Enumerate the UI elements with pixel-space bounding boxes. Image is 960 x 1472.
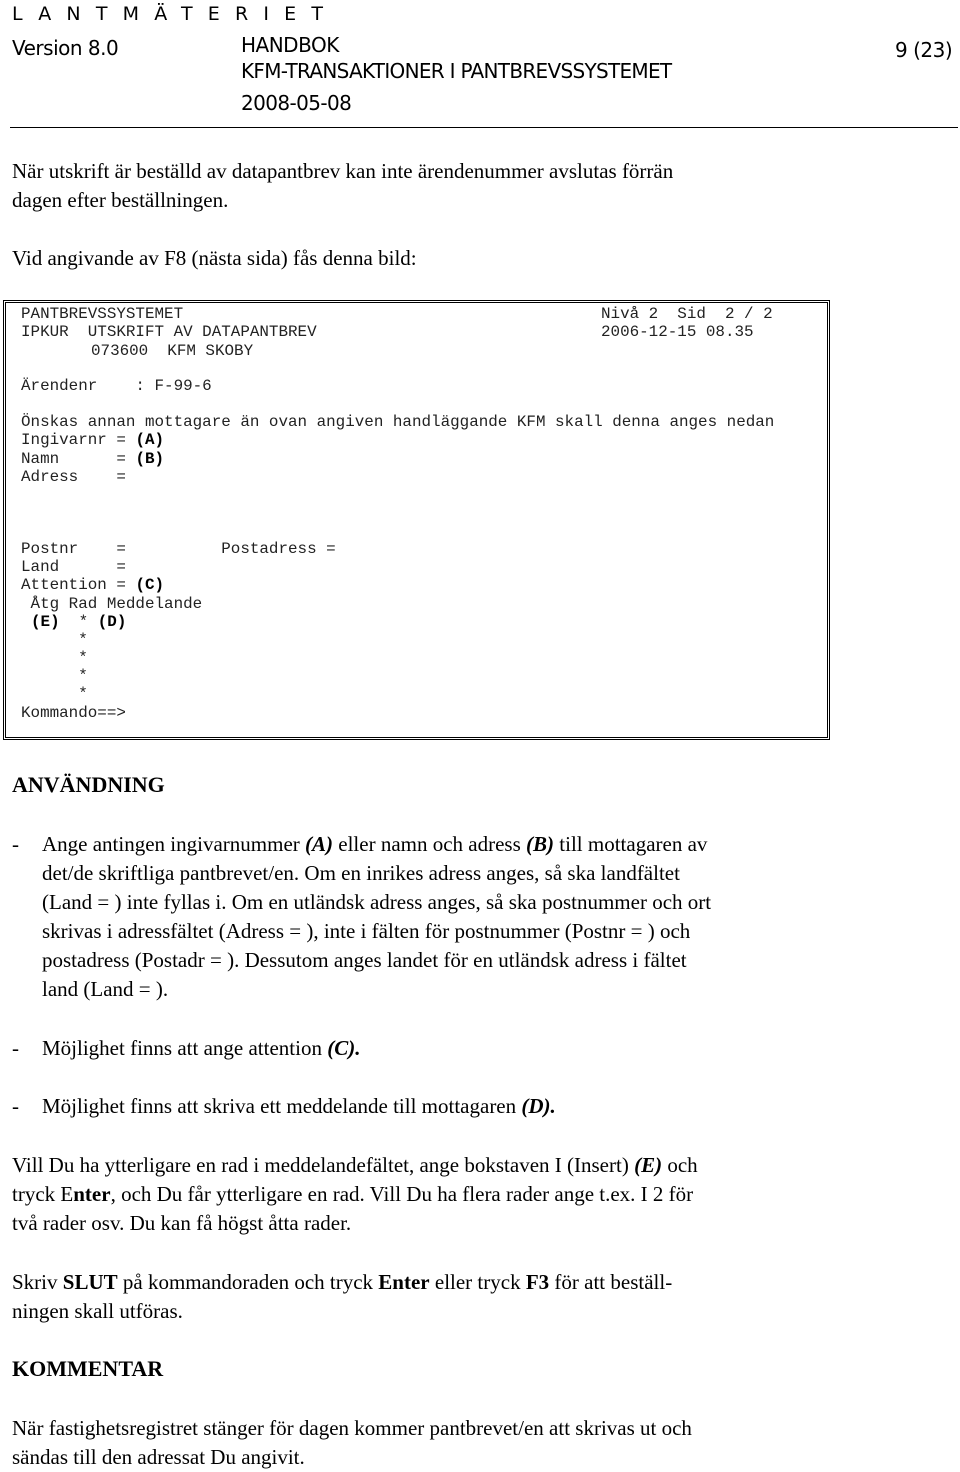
bullet-line: Ange antingen ingivarnummer (A) eller namn och adress (B) till mottagaren av [42, 832, 708, 856]
bullet-line: skrivas i adressfältet (Adress = ), inte i fälten för postnummer (Postnr = ) och [42, 919, 691, 943]
bullet-line: postadress (Postadr = ). Dessutom anges landet för en utländsk adress i fältet [42, 948, 687, 972]
paragraph-line: tryck Enter, och Du får ytterligare en rad. Vill Du ha flera rader ange t.ex. I 2 för [12, 1182, 694, 1206]
marker-d: (D) [97, 613, 127, 631]
intro-paragraph-line: dagen efter beställningen. [12, 188, 229, 212]
screen-adress-field: Adress = [21, 468, 126, 486]
intro-paragraph-line: Vid angivande av F8 (nästa sida) fås denna bild: [12, 246, 417, 270]
marker-b: (B) [135, 450, 165, 468]
bullet-line: (Land = ) inte fyllas i. Om en utländsk adress anges, så ska postnummer och ort [42, 890, 712, 914]
screen-postnr-field: Postnr = Postadress = [21, 540, 336, 558]
organization-name: LANTMÄTERIET [12, 3, 339, 25]
paragraph-line: Skriv SLUT på kommandoraden och tryck Enter eller tryck F3 för att beställ- [12, 1270, 673, 1294]
screen-program: IPKUR UTSKRIFT AV DATAPANTBREV [21, 323, 317, 341]
screen-land-field: Land = [21, 558, 126, 576]
marker-c: (C) [135, 576, 165, 594]
section-heading-comment: KOMMENTAR [12, 1356, 164, 1381]
paragraph-line: Vill Du ha ytterligare en rad i meddelandefältet, ange bokstaven I (Insert) (E) och [12, 1153, 698, 1177]
screen-attention-field: Attention = (C) [21, 576, 165, 594]
screen-message-row: * [21, 685, 88, 703]
screen-message-row: (E) * (D) [31, 613, 127, 631]
bullet-dash: - [12, 1036, 19, 1060]
bullet-line: Möjlighet finns att ange attention (C). [42, 1036, 361, 1060]
bullet-line: land (Land = ). [42, 977, 169, 1001]
handbook-subtitle: KFM-TRANSAKTIONER I PANTBREVSSYSTEMET [241, 59, 672, 83]
bullet-dash: - [12, 1094, 19, 1118]
screen-namn-field: Namn = (B) [21, 450, 165, 468]
page-number: 9 (23) [895, 38, 953, 62]
screen-message-row: * [21, 631, 88, 649]
bullet-dash: - [12, 832, 19, 856]
screen-case-number: Ärendenr : F-99-6 [21, 377, 212, 395]
comment-line: När fastighetsregistret stänger för dagen kommer pantbrevet/en att skrivas ut och [12, 1416, 692, 1440]
section-heading-usage: ANVÄNDNING [12, 772, 165, 797]
handbook-title: HANDBOK [241, 33, 339, 57]
terminal-screen [3, 300, 830, 740]
screen-ingivarnr-field: Ingivarnr = (A) [21, 431, 165, 449]
paragraph-line: två rader osv. Du kan få högst åtta rader. [12, 1211, 352, 1235]
screen-message-row: * [21, 667, 88, 685]
screen-level-page: Nivå 2 Sid 2 / 2 [601, 305, 773, 323]
screen-message-header: Åtg Rad Meddelande [21, 595, 203, 613]
screen-prompt: Önskas annan mottagare än ovan angiven handläggande KFM skall denna anges nedan [21, 413, 775, 431]
screen-command-line: Kommando==> [21, 704, 126, 722]
document-date: 2008-05-08 [241, 91, 352, 115]
paragraph-line: ningen skall utföras. [12, 1299, 183, 1323]
bullet-line: Möjlighet finns att skriva ett meddelande till mottagaren (D). [42, 1094, 556, 1118]
header-divider [10, 127, 958, 128]
comment-line: sändas till den adressat Du angivit. [12, 1445, 305, 1469]
intro-paragraph-line: När utskrift är beställd av datapantbrev kan inte ärendenummer avslutas förrän [12, 159, 674, 183]
marker-a: (A) [135, 431, 165, 449]
screen-timestamp: 2006-12-15 08.35 [601, 323, 754, 341]
bullet-line: det/de skriftliga pantbrevet/en. Om en inrikes adress anges, så ska landfältet [42, 861, 680, 885]
marker-e: (E) [31, 613, 60, 631]
screen-office: 073600 KFM SKOBY [91, 342, 254, 360]
document-version: Version 8.0 [12, 36, 119, 60]
screen-system-name: PANTBREVSSYSTEMET [21, 305, 184, 323]
screen-message-row: * [21, 649, 88, 667]
